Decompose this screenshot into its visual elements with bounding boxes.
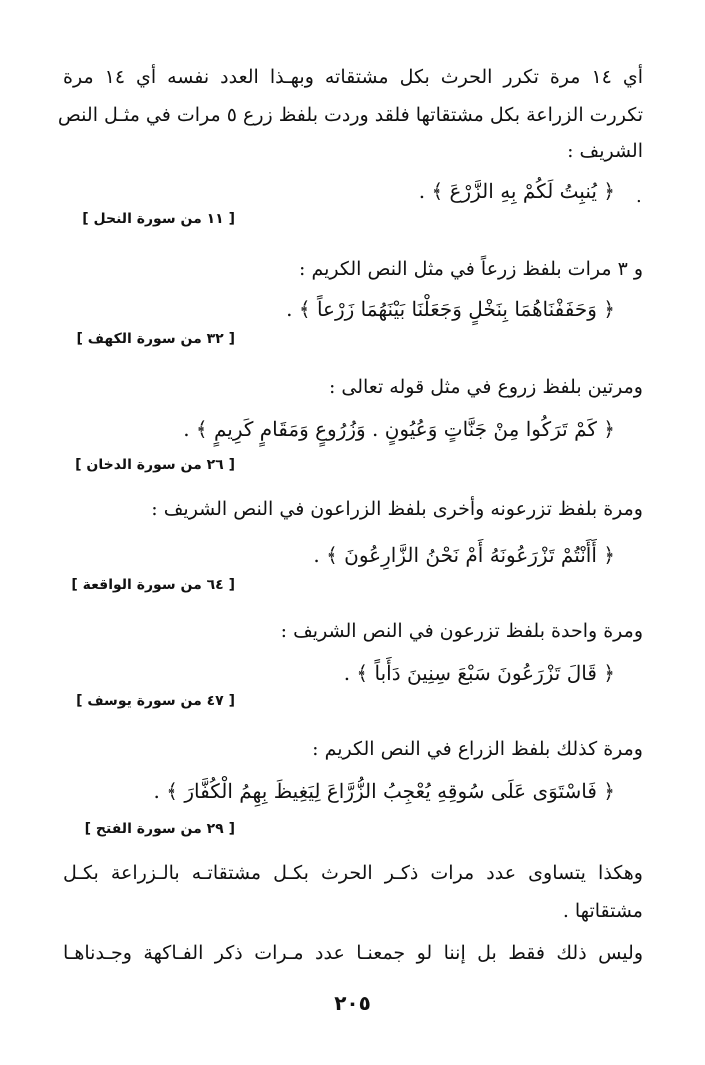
section-3-intro: ومرتين بلفظ زروع في مثل قوله تعالى : <box>328 376 643 398</box>
section-5-intro: ومرة واحدة بلفظ تزرعون في النص الشريف : <box>280 620 643 642</box>
ref-6: [ ٢٩ من سورة الفتح ] <box>84 821 235 837</box>
intro-line-2: تكررت الزراعة بكل مشتقاتها فلقد وردت بلفظ زرع ٥ مرات في مثـل النص <box>57 104 643 126</box>
ref-2: [ ٣٢ من سورة الكهف ] <box>76 331 235 347</box>
section-2-intro: و ٣ مرات بلفظ زرعاً في مثل النص الكريم : <box>299 258 643 280</box>
ref-4: [ ٦٤ من سورة الواقعة ] <box>71 577 235 593</box>
page-number: ٢٠٥ <box>334 991 371 1015</box>
conclusion-line-3: وليس ذلك فقط بل إننا لو جمعنـا عدد مـرات ذكر الفـاكهة وجـدناهـا <box>63 942 643 964</box>
section-4-intro: ومرة بلفظ تزرعونه وأخرى بلفظ الزراعون في النص الشريف : <box>151 498 643 520</box>
verse-6: ﴿ فَاسْتَوَى عَلَى سُوقِهِ يُعْجِبُ الزُّرَّاعَ لِيَغِيظَ بِهِمُ الْكُفَّارَ ﴾ . <box>153 779 615 803</box>
conclusion-line-2: مشتقاتها . <box>562 900 643 922</box>
ref-1: [ ١١ من سورة النحل ] <box>82 211 235 227</box>
verse-1: ﴿ يُنبِتُ لَكُمْ بِهِ الزَّرْعَ ﴾ . <box>418 179 615 203</box>
verse-5: ﴿ قَالَ تَزْرَعُونَ سَبْعَ سِنِينَ دَأَباً ﴾ . <box>343 661 615 685</box>
ref-3: [ ٢٦ من سورة الدخان ] <box>75 457 235 473</box>
conclusion-line-1: وهكذا يتساوى عدد مرات ذكـر الحرث بكـل مشتقاتـه بالـزراعة بكـل <box>63 862 643 884</box>
verse-4: ﴿ أَأَنْتُمْ تَزْرَعُونَهُ أَمْ نَحْنُ الزَّارِعُونَ ﴾ . <box>313 543 615 567</box>
verse-3: ﴿ كَمْ تَرَكُوا مِنْ جَنَّاتٍ وَعُيُونٍ . وَزُرُوعٍ وَمَقَامٍ كَرِيمٍ ﴾ . <box>183 417 615 441</box>
verse-2: ﴿ وَحَفَفْنَاهُمَا بِنَخْلٍ وَجَعَلْنَا بَيْنَهُمَا زَرْعاً ﴾ . <box>286 297 615 321</box>
ref-5: [ ٤٧ من سورة يوسف ] <box>76 693 235 709</box>
stray-dot: . <box>636 186 642 207</box>
intro-line-3: الشريف : <box>567 140 643 162</box>
intro-line-1: أي ١٤ مرة تكرر الحرث بكل مشتقاته وبهـذا العدد نفسه أي ١٤ مرة <box>63 66 643 88</box>
section-6-intro: ومرة كذلك بلفظ الزراع في النص الكريم : <box>312 738 643 760</box>
